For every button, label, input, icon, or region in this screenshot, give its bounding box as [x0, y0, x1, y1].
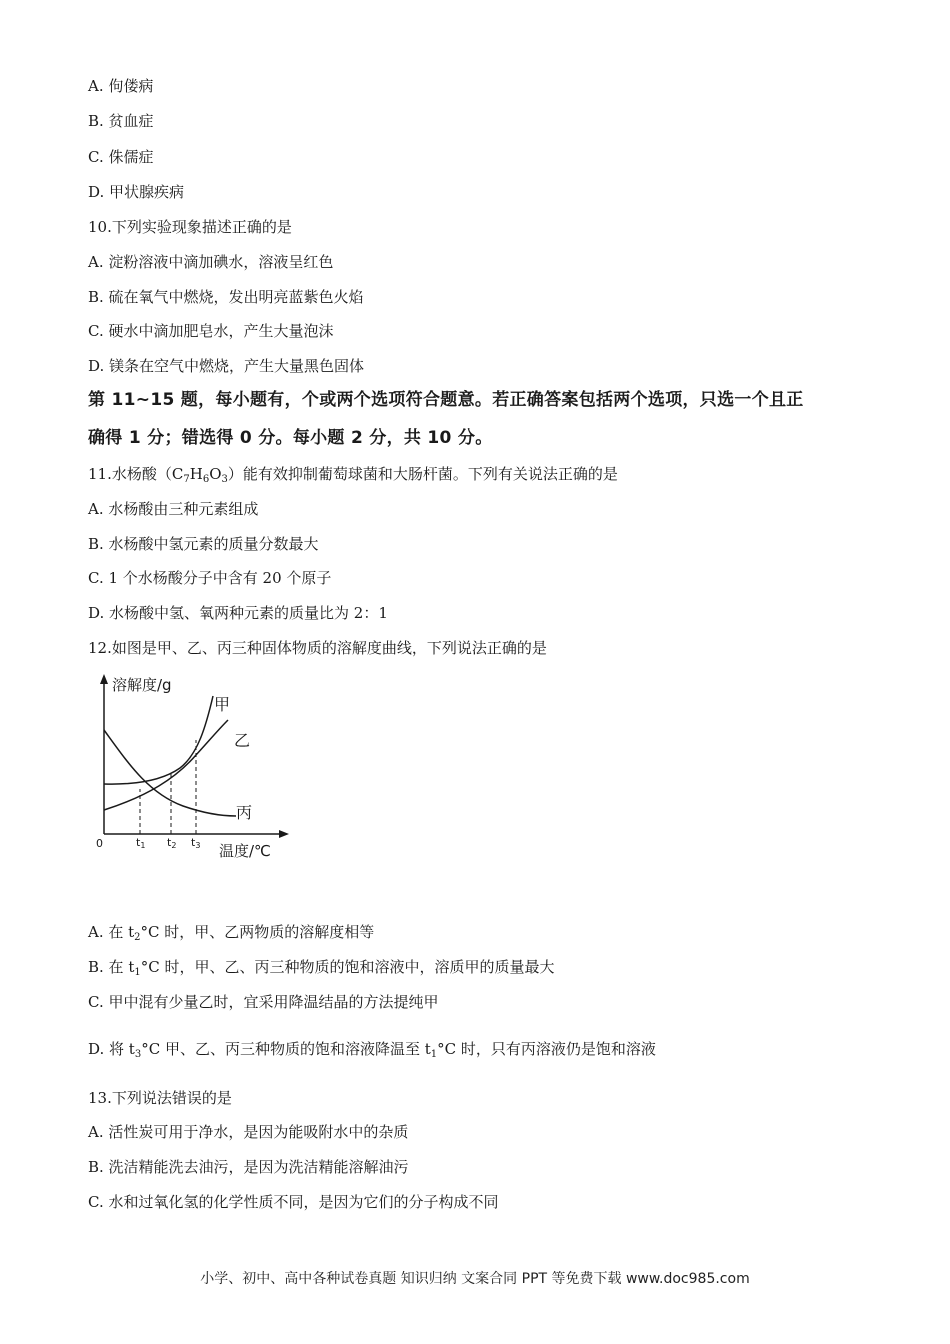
q10-option-a: A. 淀粉溶液中滴加碘水，溶液呈红色 [88, 253, 334, 271]
y-axis-arrow-icon [100, 674, 108, 684]
series-label-yi: 乙 [234, 731, 251, 750]
q13-option-c: C. 水和过氧化氢的化学性质不同，是因为它们的分子构成不同 [88, 1193, 499, 1211]
tick-label-t1: t1 [136, 836, 146, 850]
section-instruction-line2: 确得 1 分；错选得 0 分。每小题 2 分，共 10 分。 [88, 428, 493, 448]
q12-option-a: A. 在 $t_2^\circ C$ 时，甲、乙两物质的溶解度相等 [88, 923, 375, 943]
series-label-bing: 丙 [236, 803, 253, 822]
solubility-curve-chart [88, 668, 303, 868]
q13-option-b: B. 洗洁精能洗去油污，是因为洗洁精能溶解油污 [88, 1158, 409, 1176]
q11-option-c: C. 1 个水杨酸分子中含有 20 个原子 [88, 569, 332, 587]
tick-label-t2: t2 [167, 836, 177, 850]
series-label-jia: 甲 [214, 695, 231, 714]
q11-option-b: B. 水杨酸中氢元素的质量分数最大 [88, 535, 319, 553]
x-axis-label: 温度/℃ [219, 842, 271, 860]
q11-option-a: A. 水杨酸由三种元素组成 [88, 500, 259, 518]
q10-option-b: B. 硫在氧气中燃烧，发出明亮蓝紫色火焰 [88, 288, 364, 306]
origin-label: 0 [96, 837, 103, 850]
q10-stem: 10.下列实验现象描述正确的是 [88, 218, 292, 236]
page-footer: 小学、初中、高中各种试卷真题 知识归纳 文案合同 PPT 等免费下载 www.doc985.com [200, 1271, 750, 1287]
q9-option-d: D. 甲状腺疾病 [88, 183, 185, 201]
series-yi-curve [104, 720, 228, 810]
q10-option-c: C. 硬水中滴加肥皂水，产生大量泡沫 [88, 322, 334, 340]
q9-option-b: B. 贫血症 [88, 112, 154, 130]
series-jia-curve [104, 696, 213, 784]
q13-stem: 13.下列说法错误的是 [88, 1089, 232, 1107]
q12-option-b: B. 在 $t_1^\circ C$ 时，甲、乙、丙三种物质的饱和溶液中，溶质甲的质量最大 [88, 958, 555, 978]
q11-stem: 11.水杨酸$(C_7H_6O_3)$能有效抑制葡萄球菌和大肠杆菌。下列有关说法正确的是 [88, 465, 618, 485]
y-axis-label: 溶解度/g [112, 676, 172, 694]
x-axis-arrow-icon [279, 830, 289, 838]
q12-option-d: D. 将 $t_3^\circ C$ 甲、乙、丙三种物质的饱和溶液降温至 $t_1^\circ C$ 时，只有丙溶液仍是饱和溶液 [88, 1040, 656, 1060]
tick-label-t3: t3 [191, 836, 201, 850]
q13-option-a: A. 活性炭可用于净水，是因为能吸附水中的杂质 [88, 1123, 409, 1141]
section-instruction-line1: 第 11~15 题，每小题有，个或两个选项符合题意。若正确答案包括两个选项，只选一个且正 [88, 390, 804, 410]
q10-option-d: D. 镁条在空气中燃烧，产生大量黑色固体 [88, 357, 365, 375]
q9-option-a: A. 佝偻病 [88, 77, 154, 95]
q12-option-c: C. 甲中混有少量乙时，宜采用降温结晶的方法提纯甲 [88, 993, 439, 1011]
q9-option-c: C. 侏儒症 [88, 148, 154, 166]
q12-stem: 12.如图是甲、乙、丙三种固体物质的溶解度曲线，下列说法正确的是 [88, 639, 547, 657]
q11-option-d: D. 水杨酸中氢、氧两种元素的质量比为 2：1 [88, 604, 388, 622]
